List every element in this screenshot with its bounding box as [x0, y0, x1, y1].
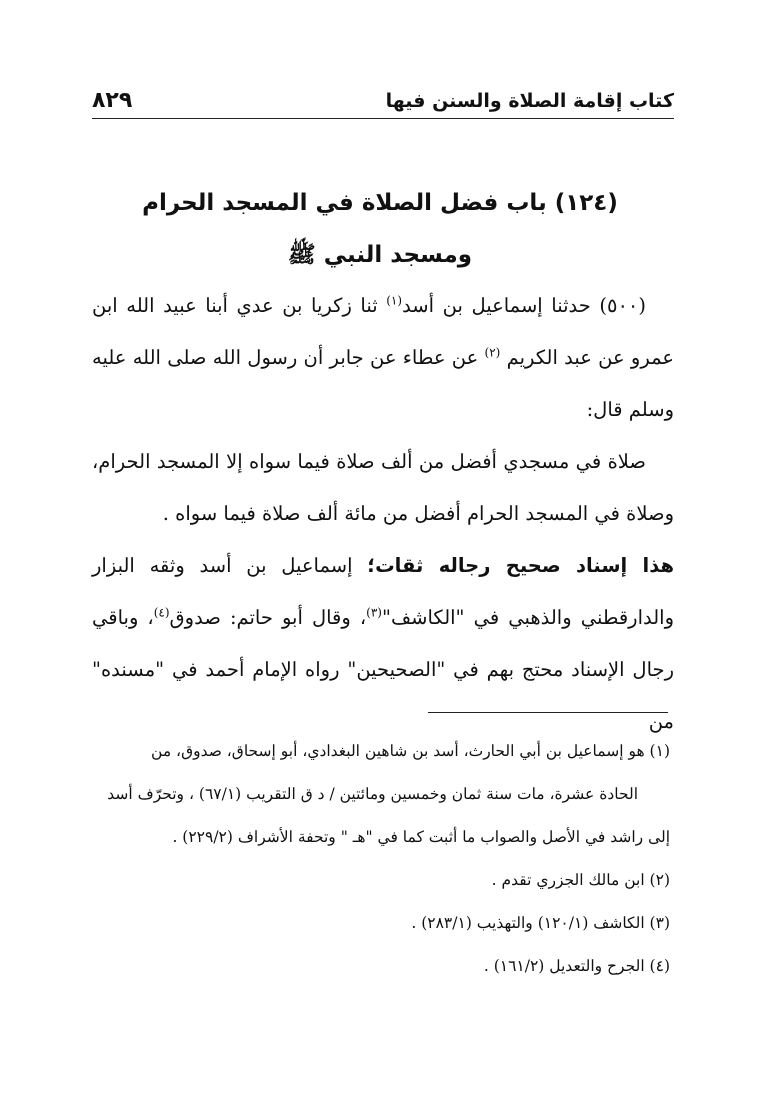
isnad-part-b: ثنا زكريا بن عدي أبنا عبيد الله ابن عمرو عن عبد الكريم — [92, 294, 674, 369]
running-header — [92, 88, 674, 119]
hadith-text — [92, 436, 674, 540]
footnote-1-first: (١) هو إسماعيل بن أبي الحارث، أسد بن شاهين البغدادي، أبو إسحاق، صدوق، من — [151, 742, 670, 760]
footnote-4: (٤) الجرح والتعديل (١٦١/٢) . — [483, 957, 670, 975]
grading-bold: هذا إسناد صحيح رجاله ثقات؛ — [367, 554, 674, 577]
commentary-part-a: إسماعيل بن أسد وثقه البزار والدارقطني والذهبي في "الكاشف" — [92, 554, 674, 629]
footnote-ref-1: (١) — [386, 293, 403, 308]
footnote-3: (٣) الكاشف (١٢٠/١) والتهذيب (٢٨٣/١) . — [411, 914, 670, 932]
isnad-part-a: (٥٠٠) حدثنا إسماعيل بن أسد — [402, 294, 647, 317]
footnote-1 — [92, 730, 670, 859]
footnotes — [92, 730, 670, 988]
running-title: كتاب إقامة الصلاة والسنن فيها — [385, 90, 674, 112]
footnote-ref-4: (٤) — [153, 605, 170, 620]
commentary-part-b: ، وقال أبو حاتم: صدوق — [169, 606, 367, 629]
hadith-isnad — [92, 280, 674, 436]
page-number: ٨٢٩ — [92, 88, 133, 113]
footnote-separator — [428, 712, 668, 713]
footnote-1-rest: الحادة عشرة، مات سنة ثمان وخمسين ومائتين / د ق التقريب (٦٧/١) ، وتحرّف أسد إلى راشد في الأصل والصواب ما أثبت كما في "هـ " وتحفة الأشراف (٢٢٩/٢) . — [107, 785, 670, 846]
footnote-ref-2: (٢) — [484, 345, 501, 360]
footnote-2: (٢) ابن مالك الجزري تقدم . — [491, 871, 670, 889]
isnad-part-c: عن عطاء عن جابر أن رسول الله صلى الله عليه وسلم قال: — [92, 346, 674, 421]
chapter-heading: (١٢٤) باب فضل الصلاة في المسجد الحرام — [142, 190, 618, 216]
chapter-heading-line2: ومسجد النبي ﷺ — [287, 242, 473, 268]
matn: صلاة في مسجدي أفضل من ألف صلاة فيما سواه إلا المسجد الحرام، وصلاة في المسجد الحرام أفضل من مائة ألف صلاة فيما سواه . — [92, 450, 674, 525]
commentary-part-c: ، وباقي رجال الإسناد محتج بهم في "الصحيحين" رواه الإمام أحمد في "مسنده" من — [92, 606, 674, 733]
footnote-ref-3: (٣) — [366, 605, 382, 620]
commentary — [92, 540, 674, 748]
